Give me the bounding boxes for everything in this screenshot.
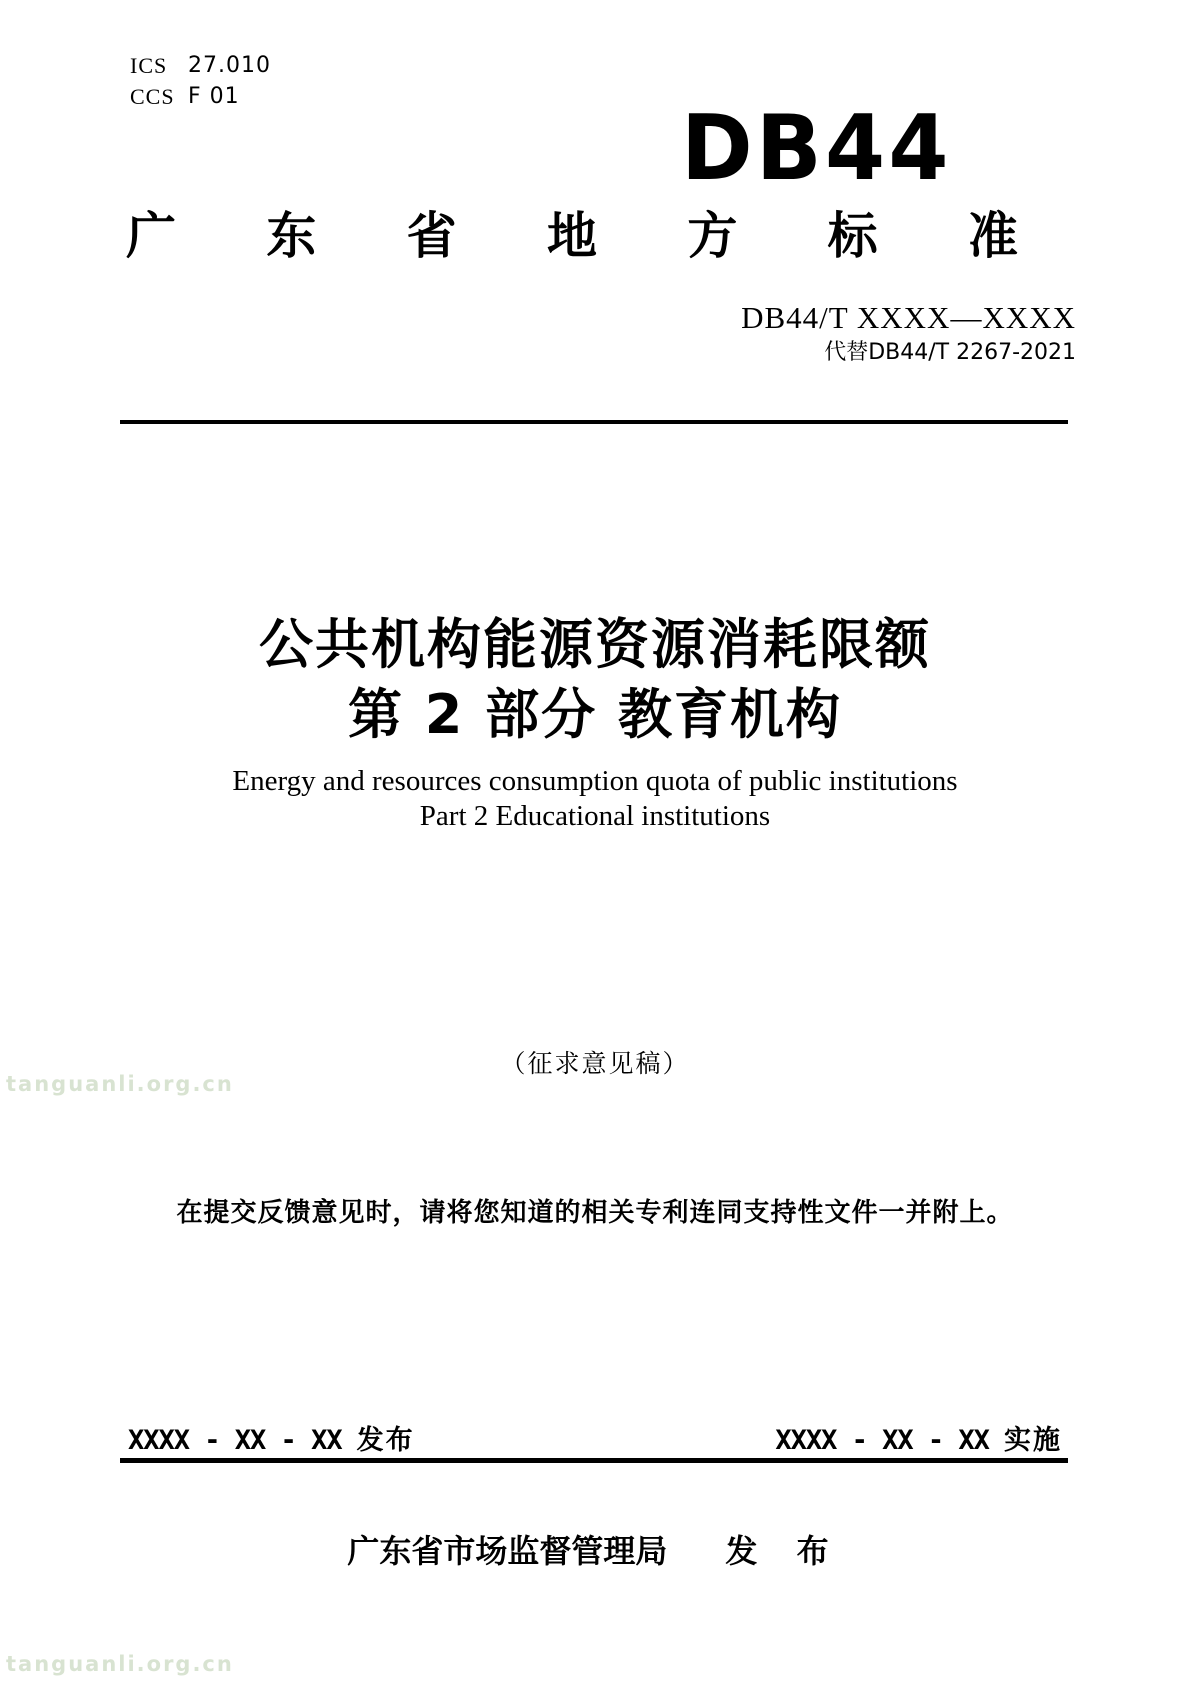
implement-date-group (775, 1418, 1062, 1457)
title-english-line2: Part 2 Educational institutions (419, 800, 771, 832)
publisher-line (0, 1526, 1190, 1572)
implement-word: 实施 (1004, 1425, 1062, 1456)
standard-name-char: 省 (406, 207, 457, 265)
ics-value: 27.010 (188, 53, 271, 78)
standard-name-line (126, 206, 1018, 266)
ics-row (130, 50, 271, 81)
header-rule (120, 420, 1068, 424)
issue-date-group (128, 1418, 415, 1457)
draft-status-note: （征求意见稿） (500, 1051, 690, 1078)
implement-date: XXXX - XX - XX (775, 1425, 989, 1456)
standard-name-char: 标 (827, 207, 878, 265)
publisher-name: 广东省市场监督管理局 (347, 1532, 668, 1570)
publish-word: 发 布 (725, 1532, 843, 1570)
standard-number: DB44/T XXXX—XXXX (741, 300, 1076, 335)
ics-label: ICS (130, 53, 168, 78)
ccs-label: CCS (130, 84, 175, 109)
standard-name-char: 准 (967, 207, 1018, 265)
ccs-row (130, 81, 271, 112)
replaces-note: 代替DB44/T 2267-2021 (824, 340, 1076, 365)
standard-name-char: 广 (126, 207, 176, 265)
standard-number-block (741, 300, 1076, 368)
issue-word: 发布 (356, 1425, 415, 1456)
standard-name-char: 方 (687, 207, 738, 265)
title-english-line1: Energy and resources consumption quota of public institutions (232, 765, 958, 797)
standard-name-char: 地 (546, 207, 597, 265)
site-watermark: tanguanli.org.cn (6, 1652, 234, 1676)
patent-notice: 在提交反馈意见时，请将您知道的相关专利连同支持性文件一并附上。 (176, 1198, 1014, 1228)
title-chinese-line1: 公共机构能源资源消耗限额 (259, 613, 931, 676)
issue-date: XXXX - XX - XX (128, 1425, 342, 1456)
classification-codes (130, 50, 271, 112)
title-chinese-line2: 第 2 部分 教育机构 (348, 683, 842, 746)
standard-name-char: 东 (266, 207, 317, 265)
db44-logo: DB44 (681, 96, 952, 201)
ccs-value: F 01 (188, 84, 240, 109)
dates-row (128, 1418, 1062, 1457)
footer-rule (120, 1458, 1068, 1463)
site-watermark: tanguanli.org.cn (6, 1072, 234, 1096)
